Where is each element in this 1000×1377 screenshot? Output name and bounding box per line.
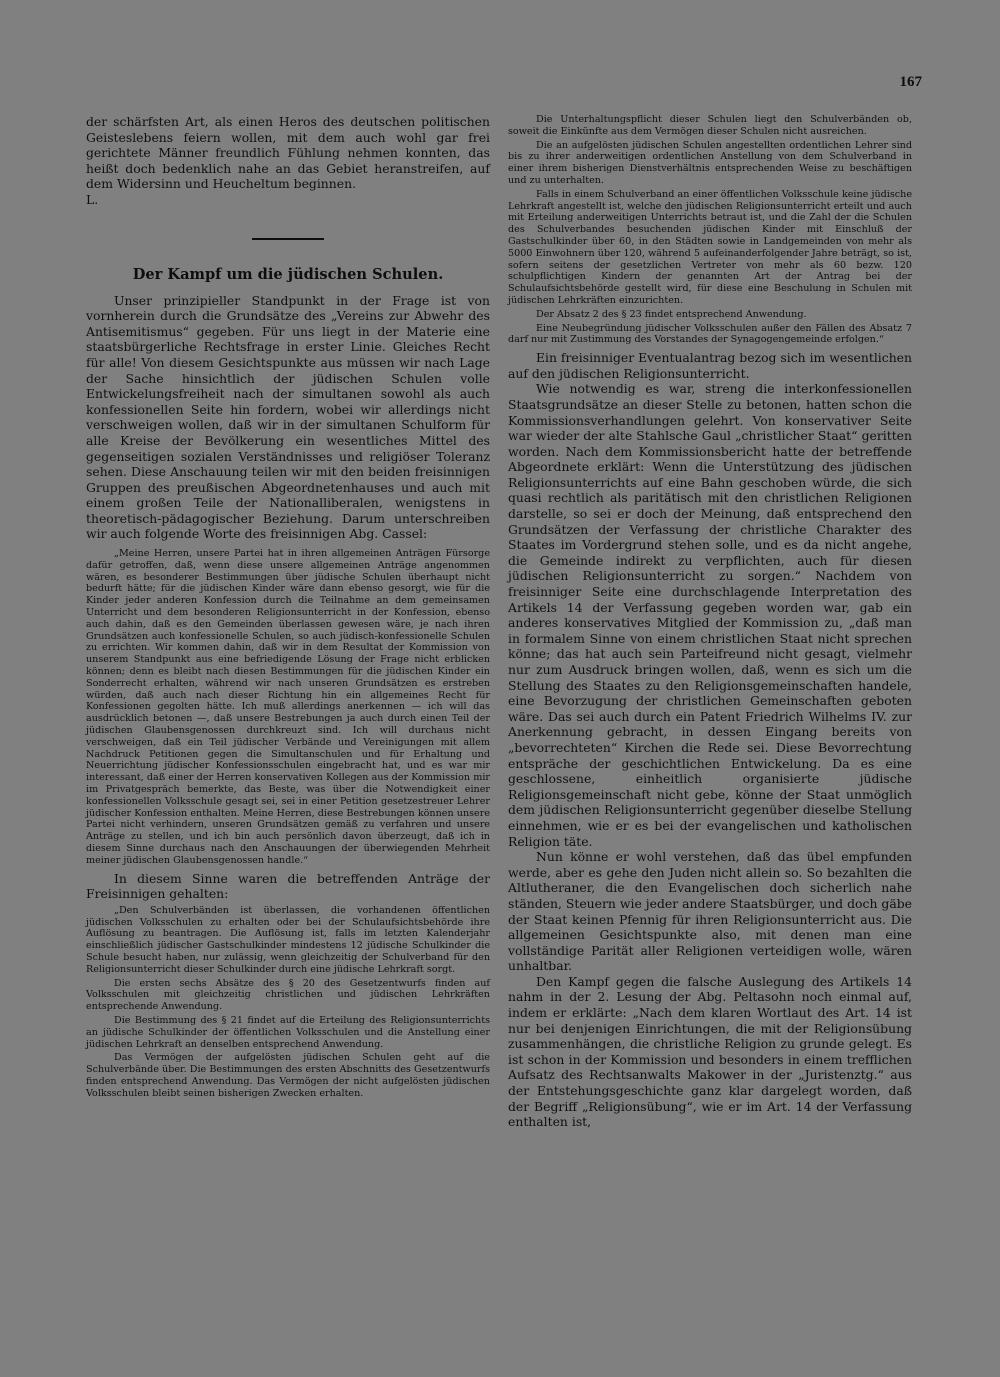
quote-continuation-part-2: Die an aufgelösten jüdischen Schulen angestellten ordentlichen Lehrer sind bis zu ihrer anderweitigen ordentlichen Anstellung von dem Schulverband in einer ihrem bisherigen Dienstverhältnis entsprechenden Weise zu beschäftigen und zu unterhalten. xyxy=(508,139,912,186)
quote-continuation-part-3: Falls in einem Schulverband an einer öffentlichen Volksschule keine jüdische Lehrkraft angestellt ist, welche den jüdischen Religionsunterricht erteilt und auch mit Erteilung anderweitigen Unterrichts betraut ist, und die Zahl der die Schulen des Schulverbandes besuchenden jüdischen Kinder mit Einschluß der Gastschulkinder über 60, in den Städten sowie in Landgemeinden von mehr als 5000 Einwohnern über 120, während 5 aufeinanderfolgender Jahre beträgt, so ist, sofern seitens der gesetzlichen Vertreter von mehr als 60 bezw. 120 schulpflichtigen Kindern der genannten Art der Antrag bei der Schulaufsichtsbehörde gestellt wird, für diese eine Beschulung in Schulen mit jüdischen Lehrkräften einzurichten. xyxy=(508,188,912,306)
paragraph-2: In diesem Sinne waren die betreffenden Anträge der Freisinnigen gehalten: xyxy=(86,870,490,902)
paragraph-4: Wie notwendig es war, streng die interkonfessionellen Staatsgrundsätze an dieser Stelle zu betonen, hatten schon die Kommissionsverhandlungen gelehrt. Von konservativer Seite war wieder der alte Stahlsche Gaul „christlicher Staat“ geritten worden. Nach dem Kommissionsbericht hatte der betreffende Abgeordnete erklärt: Wenn die Unterstützung des jüdischen Religionsunterrichts auf eine Bahn geschoben würde, die sich quasi rechtlich als paritätisch mit den christlichen Religionen darstelle, so sei er doch der Meinung, daß entsprechend den Grundsätzen der Verfassung der christliche Charakter des Staates im Vordergrund stehen solle, und es da nicht angehe, die Gemeinde indirekt zu verpflichten, auch für diesen jüdischen Religionsunterricht zu sorgen.“ Nachdem von freisinniger Seite eine durchschlagende Interpretation des Artikels 14 der Verfassung gegeben worden war, gab ein anderes konservatives Mitglied der Kommission zu, „daß man in formalem Sinne von einem christlichen Staat nicht sprechen könne; das hat auch sein Parteifreund nicht gesagt, vielmehr nur zum Ausdruck bringen wollen, daß, wenn es sich um die Stellung des Staates zu den Religionsgemeinschaften handele, eine Bevorzugung der christlichen Gemeinschaften geboten wäre. Das sei auch durch ein Patent Friedrich Wilhelms IV. zur Anerkennung gebracht, in dessen Eingang bereits von „bevorrechteten“ Kirchen die Rede sei. Diese Bevorrechtung entspräche der geschichtlichen Entwickelung. Da es eine geschlossene, einheitlich organisierte jüdische Religionsgemeinschaft nicht gebe, könne der Staat unmöglich dem jüdischen Religionsunterricht gegenüber dieselbe Stellung einnehmen, wie er es bei der evangelischen und katholischen Religion täte. xyxy=(508,381,912,849)
intro-paragraph: der schärfsten Art, als einen Heros des deutschen politischen Geisteslebens feiern wollen, mit dem auch wohl gar frei gerichtete Männer freundlich Fühlung nehmen konnten, das heißt doch bedenklich nahe an das Gebiet heranstreifen, auf dem Widersinn und Heucheltum beginnen. xyxy=(86,114,490,192)
paragraph-5: Nun könne er wohl verstehen, daß das übel empfunden werde, aber es gehe den Juden nicht allein so. So bezahlten die Altlutheraner, die den Evangelischen doch sicherlich nahe ständen, Steuern wie jeder andere Staatsbürger, und doch gäbe der Staat keinen Pfennig für ihren Religionsunterricht aus. Die allgemeinen Gesichtspunkte also, mit denen man eine vollständige Parität aller Religionen verteidigen wolle, wären unhaltbar. xyxy=(508,849,912,974)
quote-continuation-part-1: Die Unterhaltungspflicht dieser Schulen liegt den Schulverbänden ob, soweit die Einkünfte aus dem Vermögen dieser Schulen nicht ausreichen. xyxy=(508,114,912,137)
quote-cassel: „Meine Herren, unsere Partei hat in ihren allgemeinen Anträgen Fürsorge dafür getroffen, daß, wenn diese unsere allgemeinen Anträge angenommen wären, es besonderer Bestimmungen über jüdische Schulen überhaupt nicht bedurft hätte; für die jüdischen Kinder wäre dann ebenso gesorgt, wie für die Kinder jeder anderen Konfession durch die Teilnahme an dem gemeinsamen Unterricht und dem besonderen Religionsunterricht in der Konfession, ebenso auch dahin, daß es den Gemeinden überlassen gewesen wäre, je nach ihren Grundsätzen auch konfessionelle Schulen, so auch jüdisch-konfessionelle Schulen zu errichten. Wir kommen dahin, daß wir in dem Resultat der Kommission von unserem Standpunkt aus eine befriedigende Lösung der Frage nicht erblicken können; denn es bleibt nach diesen Bestimmungen für die jüdischen Kinder ein Sonderrecht erhalten, während wir nach unseren Grundsätzen es erstreben würden, daß auch nach dieser Richtung hin ein allgemeines Recht für Konfessionen gegolten hätte. Ich muß allerdings anerkennen — ich will das ausdrücklich betonen —, daß unsere Bestrebungen ja auch durch einen Teil der jüdischen Glaubensgenossen durchkreuzt sind. Ich will durchaus nicht verschweigen, daß ein Teil jüdischer Verbände und Vereinigungen mit allem Nachdruck Petitionen gegen die Simultanschulen und für Erhaltung und Neuerrichtung jüdischer Konfessionsschulen eingebracht hat, und es war mir interessant, daß einer der Herren konservativen Kollegen aus der Kommission mir im Privatgespräch bemerkte, das Beste, was über die Notwendigkeit einer konfessionellen Volksschule gesagt sei, sei in einer Petition gesetzestreuer Lehrer jüdischer Konfession enthalten. Meine Herren, diese Bestrebungen können unsere Partei nicht verhindern, unseren Grundsätzen gemäß zu verfahren und unsere Anträge zu stellen, und ich bin auch persönlich davon überzeugt, daß ich in diesem Sinne durchaus nach den Anschauungen der überwiegenden Mehrheit meiner jüdischen Glaubensgenossen handle.“ xyxy=(86,548,490,866)
quote-continuation-part-4: Der Absatz 2 des § 23 findet entsprechend Anwendung. xyxy=(536,308,807,320)
quote-antrag-part-2: Die ersten sechs Absätze des § 20 des Gesetzentwurfs finden auf Volksschulen mit gleichzeitig christlichen und jüdischen Lehrkräften entsprechende Anwendung. xyxy=(86,977,490,1013)
paragraph-6: Den Kampf gegen die falsche Auslegung des Artikels 14 nahm in der 2. Lesung der Abg. Peltasohn noch einmal auf, indem er erklärte: „Nach dem klaren Wortlaut des Art. 14 ist nur bei denjenigen Einrichtungen, die mit der Religionsübung zusammenhängen, die christliche Religion zu grunde gelegt. Es ist schon in der Kommission und besonders in einem trefflichen Aufsatz des Rechtsanwalts Makower in der „Juristenztg.“ aus der Entstehungsgeschichte ganz klar dargelegt worden, daß der Begriff „Religionsübung“, wie er im Art. 14 der Verfassung enthalten ist, xyxy=(508,973,912,1130)
quote-antrag-part-1: „Den Schulverbänden ist überlassen, die vorhandenen öffentlichen jüdischen Volksschulen zu erhalten oder bei der Schulaufsichtsbehörde ihre Auflösung zu beantragen. Die Auflösung ist, falls im letzten Kalenderjahr einschließlich jüdischer Gastschulkinder mindestens 12 jüdische Schulkinder die Schule besucht haben, nur zulässig, wenn gleichzeitig der Schulverband für den Religionsunterricht dieser Schulkinder durch eine jüdische Lehrkraft sorgt. xyxy=(86,904,490,975)
right-column xyxy=(508,114,912,1130)
quote-continuation-part-5: Eine Neubegründung jüdischer Volksschulen außer den Fällen des Absatz 7 darf nur mit Zustimmung des Vorstandes der Synagogengemeinde erfolgen.“ xyxy=(508,322,912,346)
page-number: 167 xyxy=(899,74,922,90)
section-divider xyxy=(252,238,324,240)
article-title: Der Kampf um die jüdischen Schulen. xyxy=(132,265,444,283)
paragraph-1: Unser prinzipieller Standpunkt in der Frage ist von vornherein durch die Grundsätze des „Vereins zur Abwehr des Antisemitismus“ gegeben. Für uns liegt in der Materie eine staatsbürgerliche Rechtsfrage in erster Linie. Gleiches Recht für alle! Von diesem Gesichtspunkte aus müssen wir nach Lage der Sache hinsichtlich der jüdischen Schulen volle Entwickelungsfreiheit nach der simultanen sowohl als auch konfessionellen Seite hin fordern, wobei wir allerdings nicht verschweigen wollen, daß wir in der simultanen Schulform für alle Kreise der Bevölkerung ein wesentliches Mittel des gegenseitigen sozialen Verständnisses und religiöser Toleranz sehen. Diese Anschauung teilen wir mit den beiden freisinnigen Gruppen des preußischen Abgeordnetenhauses und auch mit einem großen Teile der Nationalliberalen, wenigstens in theoretisch-pädagogischer Beziehung. Darum unterschreiben wir auch folgende Worte des freisinnigen Abg. Cassel: xyxy=(86,292,490,542)
intro-signature: L. xyxy=(86,191,99,207)
quote-antrag-part-3: Die Bestimmung des § 21 findet auf die Erteilung des Religionsunterrichts an jüdische Schulkinder der öffentlichen Volksschulen und die Anstellung einer jüdischen Lehrkraft an denselben entsprechend Anwendung. xyxy=(86,1014,490,1050)
paragraph-3: Ein freisinniger Eventualantrag bezog sich im wesentlichen auf den jüdischen Religionsunterricht. xyxy=(508,350,912,381)
left-column xyxy=(86,114,490,1102)
quote-antrag-part-4: Das Vermögen der aufgelösten jüdischen Schulen geht auf die Schulverbände über. Die Bestimmungen des ersten Abschnitts des Gesetzentwurfs finden entsprechend Anwendung. Das Vermögen der nicht aufgelösten jüdischen Volksschulen bleibt seinen bisherigen Zwecken erhalten. xyxy=(86,1052,490,1099)
